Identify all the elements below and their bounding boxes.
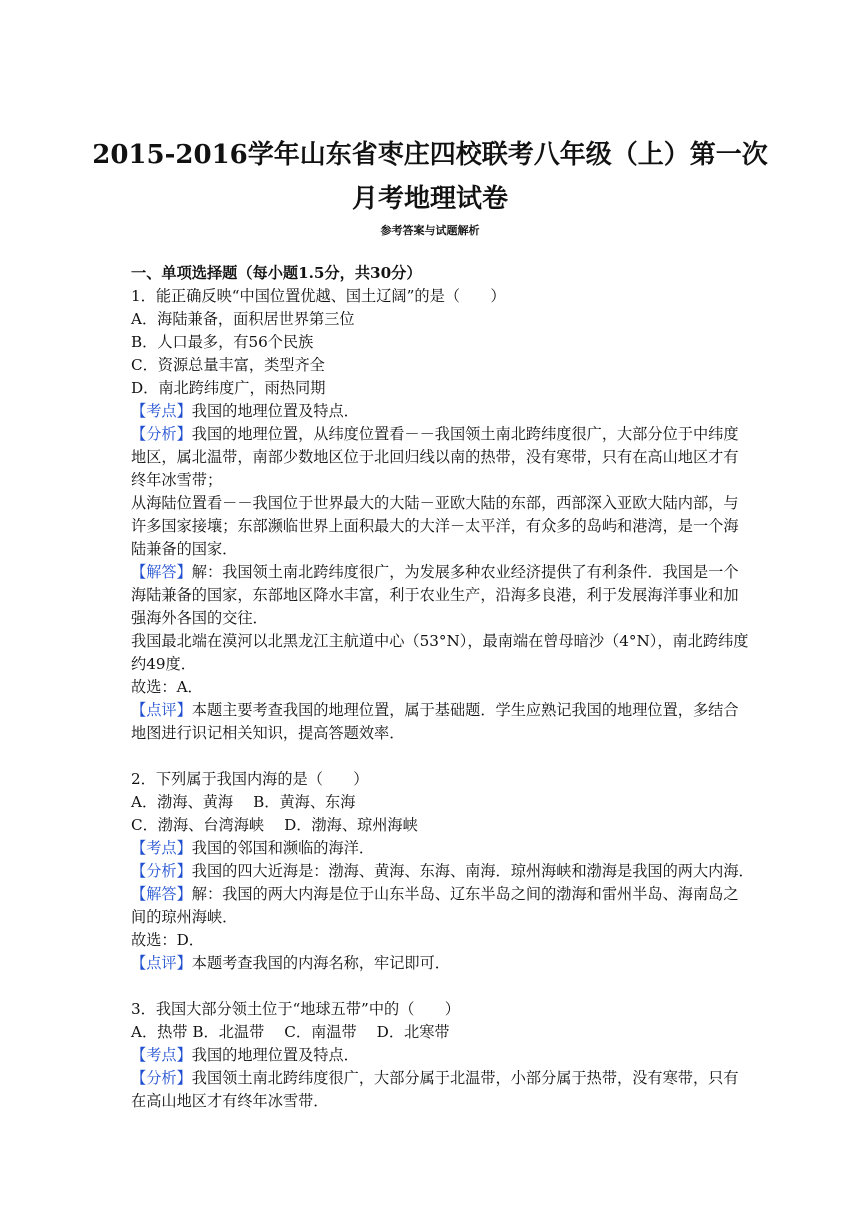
q1-jieda-line-4: 我国最北端在漠河以北黑龙江主航道中心（53°N），最南端在曾母暗沙（4°N），南北跨纬度 xyxy=(131,632,749,650)
q3-fenxi-line-1: 我国领土南北跨纬度很广，大部分属于北温带，小部分属于热带，没有寒带，只有 xyxy=(191,1069,739,1087)
dianping-tag: 【点评】 xyxy=(131,701,192,719)
q2-fenxi-line-1: 我国的四大近海是：渤海、黄海、东海、南海．琼州海峡和渤海是我国的两大内海． xyxy=(191,862,754,880)
kaodian-tag: 【考点】 xyxy=(131,402,192,420)
jieda-tag: 【解答】 xyxy=(131,885,192,903)
q1-fenxi-line-5: 许多国家接壤；东部濒临世界上面积最大的大洋－太平洋，有众多的岛屿和港湾，是一个海 xyxy=(131,517,739,535)
q2-jieda-line-2: 间的琼州海峡． xyxy=(131,908,238,926)
q1-dianping-line-1: 本题主要考查我国的地理位置，属于基础题．学生应熟记我国的地理位置，多结合 xyxy=(191,701,739,719)
q1-jieda-line-5: 约49度． xyxy=(131,655,196,673)
kaodian-tag: 【考点】 xyxy=(131,839,192,857)
q1-kaodian-text: 我国的地理位置及特点． xyxy=(191,402,359,420)
q1-dianping xyxy=(131,699,739,721)
q2-jieda xyxy=(131,883,739,905)
document-subtitle: 参考答案与试题解析 xyxy=(380,224,480,237)
dianping-tag: 【点评】 xyxy=(131,954,192,972)
fenxi-tag: 【分析】 xyxy=(131,1069,192,1087)
q1-jieda-line-2: 海陆兼备的国家，东部地区降水丰富，利于农业生产，沿海多良港，利于发展海洋事业和加 xyxy=(131,586,739,604)
q3-stem: 3．我国大部分领土位于“地球五带”中的（ ） xyxy=(131,1000,460,1018)
q1-dianping-line-2: 地图进行识记相关知识，提高答题效率． xyxy=(131,724,405,742)
q2-fenxi xyxy=(131,860,754,882)
q1-answer: 故选：A． xyxy=(131,678,203,696)
q2-kaodian xyxy=(131,837,374,859)
q1-option-c: C．资源总量丰富，类型齐全 xyxy=(131,356,325,374)
q2-stem: 2．下列属于我国内海的是（ ） xyxy=(131,770,369,788)
q1-stem: 1．能正确反映“中国位置优越、国土辽阔”的是（ ） xyxy=(131,287,506,305)
q3-kaodian-text: 我国的地理位置及特点． xyxy=(191,1046,359,1064)
q3-fenxi xyxy=(131,1067,739,1089)
q1-option-b: B．人口最多，有56个民族 xyxy=(131,333,314,351)
fenxi-tag: 【分析】 xyxy=(131,862,192,880)
q1-jieda-line-1: 解：我国领土南北跨纬度很广，为发展多种农业经济提供了有利条件．我国是一个 xyxy=(191,563,739,581)
q3-kaodian xyxy=(131,1044,359,1066)
q2-jieda-line-1: 解：我国的两大内海是位于山东半岛、辽东半岛之间的渤海和雷州半岛、海南岛之 xyxy=(191,885,739,903)
q2-answer: 故选：D． xyxy=(131,931,204,949)
q1-option-a: A．海陆兼备，面积居世界第三位 xyxy=(131,310,355,328)
jieda-tag: 【解答】 xyxy=(131,563,192,581)
q2-options-line-2: C．渤海、台湾海峡 D．渤海、琼州海峡 xyxy=(131,816,418,834)
q1-fenxi-line-3: 终年冰雪带； xyxy=(131,471,223,489)
section-heading: 一、单项选择题（每小题1.5分，共30分） xyxy=(131,264,422,282)
q1-fenxi xyxy=(131,423,739,445)
q3-options-line-1: A．热带 B．北温带 C．南温带 D．北寒带 xyxy=(131,1023,450,1041)
q1-jieda xyxy=(131,561,739,583)
q1-kaodian xyxy=(131,400,359,422)
kaodian-tag: 【考点】 xyxy=(131,1046,192,1064)
q1-jieda-line-3: 强海外各国的交往． xyxy=(131,609,268,627)
q1-fenxi-line-1: 我国的地理位置，从纬度位置看－－我国领土南北跨纬度很广，大部分位于中纬度 xyxy=(191,425,739,443)
q3-fenxi-line-2: 在高山地区才有终年冰雪带． xyxy=(131,1092,329,1110)
fenxi-tag: 【分析】 xyxy=(131,425,192,443)
q1-fenxi-line-6: 陆兼备的国家． xyxy=(131,540,238,558)
q2-kaodian-text: 我国的邻国和濒临的海洋． xyxy=(191,839,374,857)
q1-fenxi-line-4: 从海陆位置看－－我国位于世界最大的大陆－亚欧大陆的东部，西部深入亚欧大陆内部，与 xyxy=(131,494,739,512)
q2-dianping-line-1: 本题考查我国的内海名称，牢记即可． xyxy=(191,954,450,972)
q2-options-line-1: A．渤海、黄海 B．黄海、东海 xyxy=(131,793,356,811)
q1-option-d: D．南北跨纬度广，雨热同期 xyxy=(131,379,326,397)
document-title-line-2: 月考地理试卷 xyxy=(351,184,508,214)
document-title-line-1: 2015-2016学年山东省枣庄四校联考八年级（上）第一次 xyxy=(92,140,768,170)
q1-fenxi-line-2: 地区，属北温带，南部少数地区位于北回归线以南的热带，没有寒带，只有在高山地区才有 xyxy=(131,448,739,466)
q2-dianping xyxy=(131,952,450,974)
